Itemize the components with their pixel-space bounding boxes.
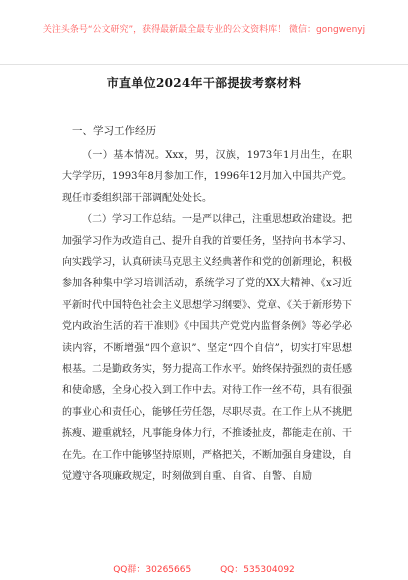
document-body (62, 145, 352, 488)
page-footer (0, 562, 408, 575)
section-heading: 一、学习工作经历 (72, 125, 156, 137)
paragraph-work-summary: （二）学习工作总结。一是严以律己，注重思想政治建设。把加强学习作为改造自己、提升自我的首要任务，坚持向书本学习、向实践学习，认真研读马克思主义经典著作和党的创新理论，积极参加各种集中学习培训活动，系统学习了党的XX大精神、《x习近平新时代中国特色社会主义思想学习纲要》、党章、《关于新形势下党内政治生活的若干准则》《中国共产党党内监督条例》等必学必读内容，不断增强“四个意识”、坚定“四个自信”，切实打牢思想根基。二是勤政务实，努力提高工作水平。始终保持强烈的责任感和使命感，全身心投入到工作中去。对待工作一丝不苟，具有很强的事业心和责任心，能够任劳任怨，尽职尽责。在工作上从不挑肥拣瘦、避重就轻，凡事能身体力行，不推诿扯皮，都能走在前、干在先。在工作中能够坚持原则，严格把关，不断加强自身建设，自觉遵守各项廉政规定，时刻做到自重、自省、自警、自励 (62, 214, 352, 483)
document-title: 市直单位2024年干部提拔考察材料 (106, 76, 302, 90)
footer-qq-group: QQ群：30265665 (113, 565, 192, 575)
footer-qq-contact: QQ：535304092 (220, 565, 295, 575)
page-header (0, 0, 408, 65)
header-promo-text: 关注头条号“公文研究”，获得最新最全最专业的公文资料库！ 微信：gongwenyj (42, 25, 366, 35)
paragraph-basic-info: （一）基本情况。Xxx，男，汉族，1973年1月出生，在职大学学历，1993年8月参加工作，1996年12月加入中国共产党。现任市委组织部干部调配处处长。 (62, 150, 352, 204)
